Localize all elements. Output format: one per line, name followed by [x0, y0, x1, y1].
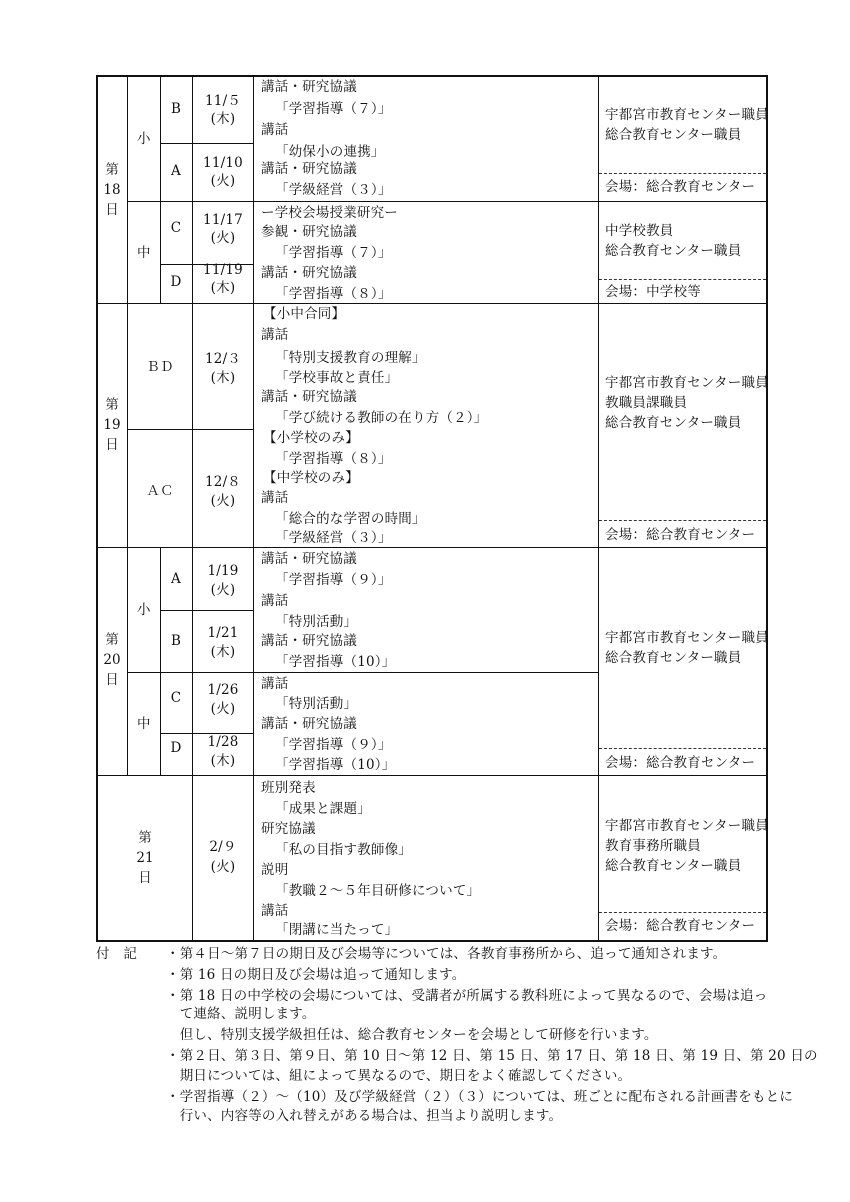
staff-line: 総合教育センター職員 [605, 243, 742, 259]
session-date: 12/８ [204, 474, 242, 490]
content-line: 講話・研究協議 [261, 633, 357, 649]
venue-label: 会場：総合教育センター [605, 527, 756, 543]
class-label: A [171, 163, 181, 179]
session-date: 1/26 [207, 682, 239, 698]
content-line: 【中学校のみ】 [263, 470, 359, 486]
session-weekday: (木) [210, 111, 236, 127]
table-border-right [766, 75, 768, 942]
session-date: 11/19 [203, 262, 243, 278]
content-line: 「成果と課題」 [275, 801, 371, 817]
table-border-bottom [96, 940, 768, 942]
class-label: D [170, 740, 182, 756]
session-date: 12/３ [204, 351, 242, 367]
session-weekday: (火) [210, 173, 236, 189]
level-label: 中 [137, 245, 151, 261]
session-weekday: (火) [210, 493, 236, 509]
staff-line: 宇都宮市教育センター職員 [605, 818, 769, 834]
content-line: 講話 [261, 327, 289, 343]
content-line: 「学び続ける教師の在り方（２）」 [275, 410, 488, 426]
content-line: 研究協議 [261, 821, 316, 837]
content-line: 【小学校のみ】 [263, 430, 359, 446]
staff-line: 総合教育センター職員 [605, 650, 742, 666]
content-line: 講話 [261, 593, 289, 609]
level-label: 小 [137, 602, 151, 618]
content-line: 「学習指導（９）」 [275, 572, 392, 588]
class-label: C [170, 690, 182, 706]
session-date: 2/９ [209, 839, 237, 855]
content-line: 「学習指導（10）」 [275, 757, 396, 773]
content-line: 「学習指導（７）」 [275, 245, 392, 261]
session-weekday: (火) [210, 859, 236, 875]
content-line: 「幼保小の連携」 [275, 144, 385, 160]
content-line: 「学習指導（８）」 [275, 451, 392, 467]
staff-line: 総合教育センター職員 [605, 858, 742, 874]
class-label: ＡＣ [146, 483, 174, 499]
class-label: A [171, 571, 181, 587]
staff-line: 総合教育センター職員 [605, 127, 742, 143]
class-label: B [170, 101, 182, 117]
content-line: 「学級経営（３）」 [275, 182, 392, 198]
content-line: 「特別支援教育の理解」 [275, 350, 426, 366]
staff-line: 中学校教員 [605, 223, 674, 239]
session-weekday: (木) [210, 280, 236, 296]
level-label: 小 [137, 131, 151, 147]
venue-label: 会場：総合教育センター [605, 755, 756, 771]
content-line: 【小中合同】 [263, 306, 346, 322]
notes-label: 付 記 [96, 946, 138, 962]
staff-line: 宇都宮市教育センター職員 [605, 375, 769, 391]
table-border-left [96, 75, 98, 942]
note-line: ・学習指導（２）～（10）及び学級経営（２）（３）については、班ごとに配布される計画書をもとに [166, 1089, 794, 1105]
content-line: 「教職２～５年目研修について」 [275, 883, 481, 899]
session-date: 11/10 [203, 155, 243, 171]
staff-line: 教育事務所職員 [605, 838, 701, 854]
class-label: B [170, 633, 182, 649]
content-line: 「学級経営（３）」 [275, 530, 392, 546]
staff-line: 総合教育センター職員 [605, 415, 742, 431]
venue-label: 会場：中学校等 [605, 284, 701, 300]
content-line: 「私の目指す教師像」 [275, 842, 412, 858]
class-label: D [170, 274, 182, 290]
staff-line: 宇都宮市教育センター職員 [605, 107, 769, 123]
staff-line: 教職員課職員 [605, 395, 688, 411]
content-line: 「学習指導（９）」 [275, 737, 392, 753]
staff-line: 宇都宮市教育センター職員 [605, 630, 769, 646]
level-label: 中 [137, 716, 151, 732]
note-line: ・第 16 日の期日及び会場は追って通知します。 [166, 967, 466, 983]
content-line: 説明 [261, 862, 289, 878]
session-weekday: (木) [210, 753, 236, 769]
note-line: 期日については、組によって異なるので、期日をよく確認してください。 [166, 1068, 632, 1084]
content-line: 「閉講に当たって」 [275, 922, 399, 938]
day-label: 第 18 日 [103, 162, 121, 218]
note-line: ・第４日～第７日の期日及び会場等については、各教育事務所から、追って通知されます。 [166, 946, 727, 962]
content-line: 「学習指導（10）」 [275, 654, 396, 670]
session-date: 11/17 [203, 212, 243, 228]
note-line: ・第 18 日の中学校の会場については、受講者が所属する教科班によって異なるので、会場は追っ [166, 988, 768, 1004]
session-weekday: (火) [210, 582, 236, 598]
content-line: 「特別活動」 [275, 614, 358, 630]
session-weekday: (木) [210, 644, 236, 660]
content-line: 講話 [261, 122, 289, 138]
content-line: 講話・研究協議 [261, 389, 357, 405]
session-weekday: (木) [210, 370, 236, 386]
content-line: 講話 [261, 490, 289, 506]
venue-label: 会場：総合教育センター [605, 918, 756, 934]
content-line: 講話・研究協議 [261, 79, 357, 95]
content-line: 講話・研究協議 [261, 265, 357, 281]
session-date: 1/21 [207, 625, 239, 641]
note-line: て連絡、説明します。 [166, 1006, 316, 1022]
content-line: 班別発表 [261, 780, 316, 796]
content-line: 「学習指導（７）」 [275, 101, 392, 117]
content-line: 「学習指導（８）」 [275, 286, 392, 302]
content-line: 講話・研究協議 [261, 716, 357, 732]
session-weekday: (火) [210, 230, 236, 246]
content-line: 参観・研究協議 [261, 224, 357, 240]
content-line: 講話・研究協議 [261, 551, 357, 567]
table-border-top [96, 75, 768, 77]
content-line: 講話・研究協議 [261, 161, 357, 177]
note-line: 但し、特別支援学級担任は、総合教育センターを会場として研修を行います。 [166, 1027, 658, 1043]
content-line: 「学校事故と責任」 [275, 370, 399, 386]
day-label: 第 20 日 [103, 632, 121, 688]
note-line: ・第２日、第３日、第９日、第 10 日～第 12 日、第 15 日、第 17 日、第 18 日、第 19 日、第 20 日の [166, 1048, 818, 1064]
venue-label: 会場：総合教育センター [605, 179, 756, 195]
session-date: 11/５ [204, 93, 242, 109]
content-line: 講話 [261, 676, 289, 692]
class-label: ＢＤ [146, 359, 174, 375]
day-label: 第 19 日 [103, 397, 121, 453]
note-line: 行い、内容等の入れ替えがある場合は、担当より説明します。 [166, 1108, 563, 1124]
content-line: 「特別活動」 [275, 696, 358, 712]
class-label: C [170, 220, 182, 236]
session-date: 1/28 [207, 734, 239, 750]
session-weekday: (火) [210, 701, 236, 717]
content-line: 講話 [261, 903, 289, 919]
content-line: ー学校会場授業研究ー [261, 205, 398, 221]
content-line: 「総合的な学習の時間」 [275, 511, 426, 527]
day-label: 第 21 日 [136, 830, 154, 886]
session-date: 1/19 [207, 563, 239, 579]
